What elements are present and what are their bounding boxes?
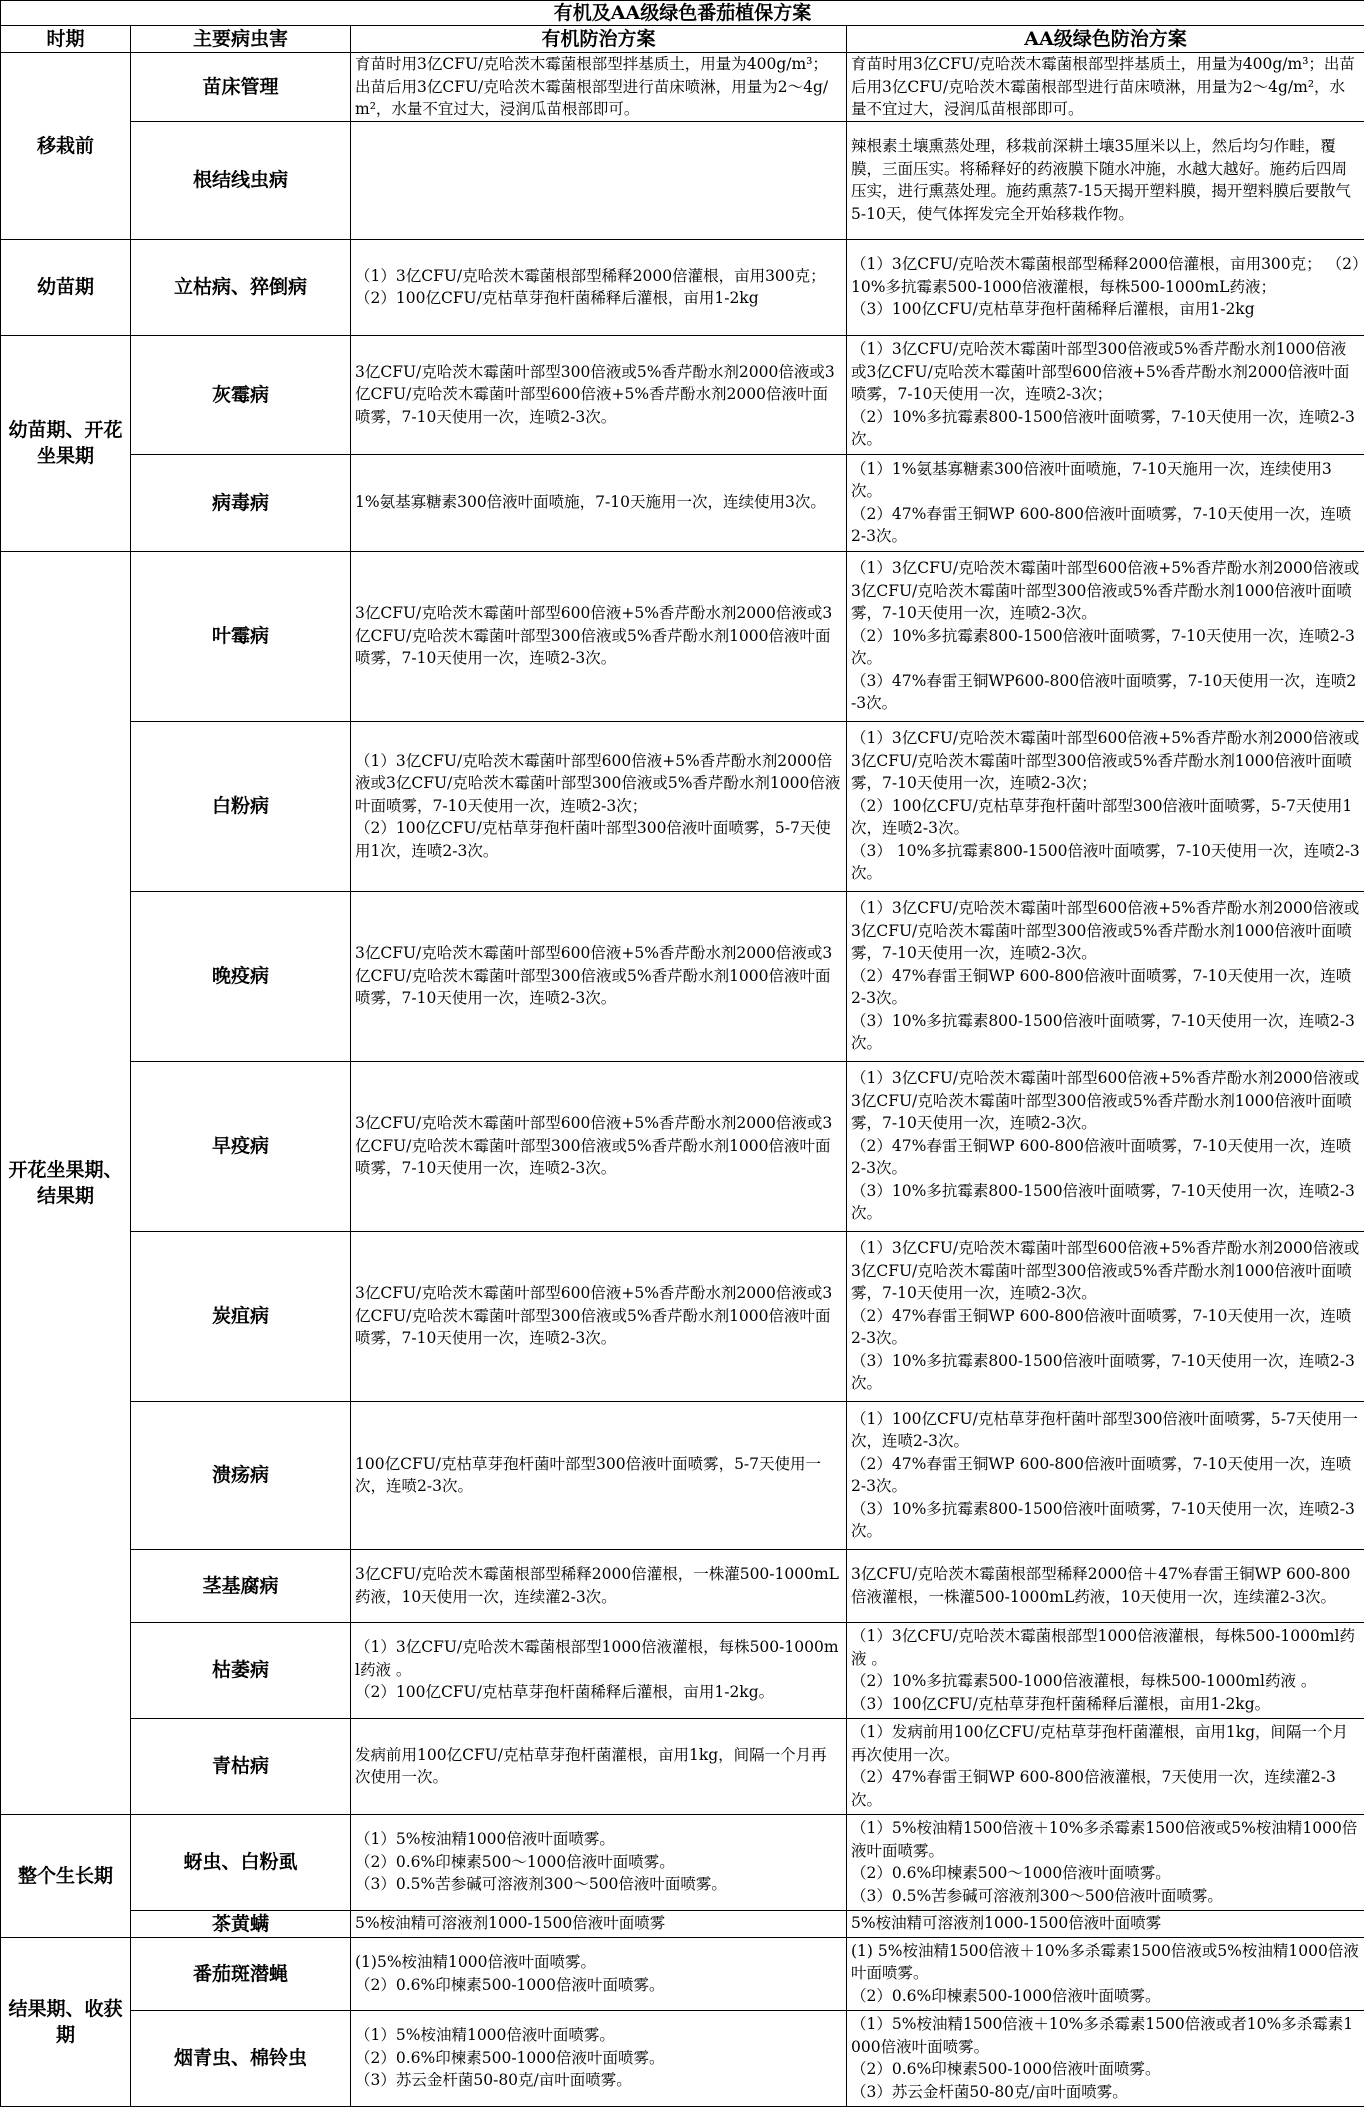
pest-cell: 枯萎病 [131, 1622, 351, 1718]
pest-cell: 番茄斑潜蝇 [131, 1937, 351, 2010]
header-green: AA级绿色防治方案 [847, 26, 1364, 53]
green-solution-cell: （1）3亿CFU/克哈茨木霉菌叶部型300倍液或5%香芹酚水剂1000倍液或3亿CFU/克哈茨木霉菌叶部型600倍液+5%香芹酚水剂2000倍液叶面喷雾，7-10天使用一次，连喷2-3次； （2）10%多抗霉素800-1500倍液叶面喷雾，7-10天使用一次，连喷2-3次。 [847, 335, 1364, 454]
header-period: 时期 [1, 26, 131, 53]
table-row [1, 1622, 1364, 1718]
green-solution-cell: 3亿CFU/克哈茨木霉菌根部型稀释2000倍＋47%春雷王铜WP 600-800倍液灌根，一株灌500-1000mL药液，10天使用一次，连续灌2-3次。 [847, 1549, 1364, 1622]
pest-cell: 根结线虫病 [131, 121, 351, 239]
pest-cell: 烟青虫、棉铃虫 [131, 2010, 351, 2106]
organic-solution-cell: 5%桉油精可溶液剂1000-1500倍液叶面喷雾 [351, 1910, 847, 1937]
green-solution-cell: （1）3亿CFU/克哈茨木霉菌叶部型600倍液+5%香芹酚水剂2000倍液或3亿CFU/克哈茨木霉菌叶部型300倍液或5%香芹酚水剂1000倍液叶面喷雾，7-10天使用一次，连喷2-3次。 （2）47%春雷王铜WP 600-800倍液叶面喷雾，7-10天使用一次，连喷2-3次。 （3）10%多抗霉素800-1500倍液叶面喷雾，7-10天使用一次，连喷2-3次。 [847, 1061, 1364, 1231]
table-row [1, 2010, 1364, 2106]
table-row [1, 1937, 1364, 2010]
header-organic: 有机防治方案 [351, 26, 847, 53]
header-row [1, 26, 1364, 53]
green-solution-cell: 5%桉油精可溶液剂1000-1500倍液叶面喷雾 [847, 1910, 1364, 1937]
table-row [1, 335, 1364, 454]
table-row [1, 721, 1364, 891]
organic-solution-cell [351, 121, 847, 239]
organic-solution-cell: (1)5%桉油精1000倍液叶面喷雾。 （2）0.6%印楝素500-1000倍液叶面喷雾。 [351, 1937, 847, 2010]
organic-solution-cell: 1%氨基寡糖素300倍液叶面喷施，7-10天施用一次，连续使用3次。 [351, 454, 847, 551]
green-solution-cell: 辣根素土壤熏蒸处理，移栽前深耕土壤35厘米以上，然后均匀作畦，覆膜，三面压实。将稀释好的药液膜下随水冲施，水越大越好。施药后四周压实，进行熏蒸处理。施药熏蒸7-15天揭开塑料膜，揭开塑料膜后要散气5-10天，使气体挥发完全开始移栽作物。 [847, 121, 1364, 239]
period-cell: 幼苗期、开花坐果期 [1, 335, 131, 551]
green-solution-cell: （1）5%桉油精1500倍液＋10%多杀霉素1500倍液或5%桉油精1000倍液叶面喷雾。 （2）0.6%印楝素500～1000倍液叶面喷雾。 （3）0.5%苦参碱可溶液剂300～500倍液叶面喷雾。 [847, 1814, 1364, 1910]
table-row [1, 1814, 1364, 1910]
table-row [1, 239, 1364, 335]
period-cell: 结果期、收获期 [1, 1937, 131, 2106]
table-row [1, 454, 1364, 551]
table-row [1, 121, 1364, 239]
period-cell: 幼苗期 [1, 239, 131, 335]
green-solution-cell: （1）3亿CFU/克哈茨木霉菌叶部型600倍液+5%香芹酚水剂2000倍液或3亿CFU/克哈茨木霉菌叶部型300倍液或5%香芹酚水剂1000倍液叶面喷雾，7-10天使用一次，连喷2-3次。 （2）10%多抗霉素800-1500倍液叶面喷雾，7-10天使用一次，连喷2-3次。 （3）47%春雷王铜WP600-800倍液叶面喷雾，7-10天使用一次，连喷2-3次。 [847, 551, 1364, 721]
organic-solution-cell: 3亿CFU/克哈茨木霉菌叶部型600倍液+5%香芹酚水剂2000倍液或3亿CFU/克哈茨木霉菌叶部型300倍液或5%香芹酚水剂1000倍液叶面喷雾，7-10天使用一次，连喷2-3次。 [351, 551, 847, 721]
table-row [1, 1231, 1364, 1401]
green-solution-cell: （1）5%桉油精1500倍液＋10%多杀霉素1500倍液或者10%多杀霉素1000倍液叶面喷雾。 （2）0.6%印楝素500-1000倍液叶面喷雾。 （3）苏云金杆菌50-80克/亩叶面喷雾。 [847, 2010, 1364, 2106]
organic-solution-cell: 育苗时用3亿CFU/克哈茨木霉菌根部型拌基质土，用量为400g/m³；出苗后用3亿CFU/克哈茨木霉菌根部型进行苗床喷淋，用量为2～4g/m²，水量不宜过大，浸润瓜苗根部即可。 [351, 53, 847, 122]
green-solution-cell: （1）3亿CFU/克哈茨木霉菌叶部型600倍液+5%香芹酚水剂2000倍液或3亿CFU/克哈茨木霉菌叶部型300倍液或5%香芹酚水剂1000倍液叶面喷雾，7-10天使用一次，连喷2-3次。 （2）47%春雷王铜WP 600-800倍液叶面喷雾，7-10天使用一次，连喷2-3次。 （3）10%多抗霉素800-1500倍液叶面喷雾，7-10天使用一次，连喷2-3次。 [847, 891, 1364, 1061]
period-cell: 移栽前 [1, 53, 131, 240]
pest-cell: 蚜虫、白粉虱 [131, 1814, 351, 1910]
table-row [1, 53, 1364, 122]
pest-cell: 茶黄螨 [131, 1910, 351, 1937]
table-row [1, 1549, 1364, 1622]
organic-solution-cell: 100亿CFU/克枯草芽孢杆菌叶部型300倍液叶面喷雾，5-7天使用一次，连喷2-3次。 [351, 1401, 847, 1549]
organic-solution-cell: 3亿CFU/克哈茨木霉菌叶部型600倍液+5%香芹酚水剂2000倍液或3亿CFU/克哈茨木霉菌叶部型300倍液或5%香芹酚水剂1000倍液叶面喷雾，7-10天使用一次，连喷2-3次。 [351, 1061, 847, 1231]
green-solution-cell: (1) 5%桉油精1500倍液＋10%多杀霉素1500倍液或5%桉油精1000倍液叶面喷雾。 （2）0.6%印楝素500-1000倍液叶面喷雾。 [847, 1937, 1364, 2010]
organic-solution-cell: （1）5%桉油精1000倍液叶面喷雾。 （2）0.6%印楝素500～1000倍液叶面喷雾。 （3）0.5%苦参碱可溶液剂300～500倍液叶面喷雾。 [351, 1814, 847, 1910]
pest-cell: 苗床管理 [131, 53, 351, 122]
organic-solution-cell: 3亿CFU/克哈茨木霉菌叶部型600倍液+5%香芹酚水剂2000倍液或3亿CFU/克哈茨木霉菌叶部型300倍液或5%香芹酚水剂1000倍液叶面喷雾，7-10天使用一次，连喷2-3次。 [351, 891, 847, 1061]
table-title: 有机及AA级绿色番茄植保方案 [1, 1, 1364, 26]
green-solution-cell: 育苗时用3亿CFU/克哈茨木霉菌根部型拌基质土，用量为400g/m³；出苗后用3亿CFU/克哈茨木霉菌根部型进行苗床喷淋，用量为2～4g/m²，水量不宜过大，浸润瓜苗根部即可。 [847, 53, 1364, 122]
pest-cell: 青枯病 [131, 1718, 351, 1814]
pest-cell: 晚疫病 [131, 891, 351, 1061]
table-row [1, 551, 1364, 721]
organic-solution-cell: （1）3亿CFU/克哈茨木霉菌根部型稀释2000倍灌根，亩用300克； （2）100亿CFU/克枯草芽孢杆菌稀释后灌根，亩用1-2kg [351, 239, 847, 335]
green-solution-cell: （1）100亿CFU/克枯草芽孢杆菌叶部型300倍液叶面喷雾，5-7天使用一次，连喷2-3次。 （2）47%春雷王铜WP 600-800倍液叶面喷雾，7-10天使用一次，连喷2-3次。 （3）10%多抗霉素800-1500倍液叶面喷雾，7-10天使用一次，连喷2-3次。 [847, 1401, 1364, 1549]
pest-cell: 立枯病、猝倒病 [131, 239, 351, 335]
organic-solution-cell: 3亿CFU/克哈茨木霉菌叶部型300倍液或5%香芹酚水剂2000倍液或3亿CFU/克哈茨木霉菌叶部型600倍液+5%香芹酚水剂2000倍液叶面喷雾，7-10天使用一次，连喷2-3次。 [351, 335, 847, 454]
green-solution-cell: （1）3亿CFU/克哈茨木霉菌根部型1000倍液灌根，每株500-1000ml药液 。 （2）10%多抗霉素500-1000倍液灌根，每株500-1000ml药液 。 （3）100亿CFU/克枯草芽孢杆菌稀释后灌根，亩用1-2kg。 [847, 1622, 1364, 1718]
green-solution-cell: （1）发病前用100亿CFU/克枯草芽孢杆菌灌根，亩用1kg，间隔一个月再次使用一次。 （2）47%春雷王铜WP 600-800倍液灌根，7天使用一次，连续灌2-3次。 [847, 1718, 1364, 1814]
table-row [1, 1061, 1364, 1231]
green-solution-cell: （1）3亿CFU/克哈茨木霉菌叶部型600倍液+5%香芹酚水剂2000倍液或3亿CFU/克哈茨木霉菌叶部型300倍液或5%香芹酚水剂1000倍液叶面喷雾，7-10天使用一次，连喷2-3次； （2）100亿CFU/克枯草芽孢杆菌叶部型300倍液叶面喷雾，5-7天使用1次，连喷2-3次。 （3） 10%多抗霉素800-1500倍液叶面喷雾，7-10天使用一次，连喷2-3次。 [847, 721, 1364, 891]
organic-solution-cell: （1）5%桉油精1000倍液叶面喷雾。 （2）0.6%印楝素500-1000倍液叶面喷雾。 （3）苏云金杆菌50-80克/亩叶面喷雾。 [351, 2010, 847, 2106]
pest-cell: 白粉病 [131, 721, 351, 891]
header-pest: 主要病虫害 [131, 26, 351, 53]
organic-solution-cell: 3亿CFU/克哈茨木霉菌叶部型600倍液+5%香芹酚水剂2000倍液或3亿CFU/克哈茨木霉菌叶部型300倍液或5%香芹酚水剂1000倍液叶面喷雾，7-10天使用一次，连喷2-3次。 [351, 1231, 847, 1401]
green-solution-cell: （1）3亿CFU/克哈茨木霉菌根部型稀释2000倍灌根，亩用300克； （2）10%多抗霉素500-1000倍液灌根，每株500-1000mL药液； （3）100亿CFU/克枯草芽孢杆菌稀释后灌根，亩用1-2kg [847, 239, 1364, 335]
organic-solution-cell: （1）3亿CFU/克哈茨木霉菌叶部型600倍液+5%香芹酚水剂2000倍液或3亿CFU/克哈茨木霉菌叶部型300倍液或5%香芹酚水剂1000倍液叶面喷雾，7-10天使用一次，连喷2-3次； （2）100亿CFU/克枯草芽孢杆菌叶部型300倍液叶面喷雾，5-7天使用1次，连喷2-3次。 [351, 721, 847, 891]
green-solution-cell: （1）1%氨基寡糖素300倍液叶面喷施，7-10天施用一次，连续使用3次。 （2）47%春雷王铜WP 600-800倍液叶面喷雾，7-10天使用一次，连喷2-3次。 [847, 454, 1364, 551]
organic-solution-cell: 3亿CFU/克哈茨木霉菌根部型稀释2000倍灌根，一株灌500-1000mL药液，10天使用一次，连续灌2-3次。 [351, 1549, 847, 1622]
title-row [1, 1, 1364, 26]
period-cell: 开花坐果期、结果期 [1, 551, 131, 1814]
pest-cell: 溃疡病 [131, 1401, 351, 1549]
organic-solution-cell: 发病前用100亿CFU/克枯草芽孢杆菌灌根，亩用1kg，间隔一个月再次使用一次。 [351, 1718, 847, 1814]
pest-cell: 病毒病 [131, 454, 351, 551]
period-cell: 整个生长期 [1, 1814, 131, 1937]
organic-solution-cell: （1）3亿CFU/克哈茨木霉菌根部型1000倍液灌根，每株500-1000ml药液 。 （2）100亿CFU/克枯草芽孢杆菌稀释后灌根，亩用1-2kg。 [351, 1622, 847, 1718]
table-row [1, 1401, 1364, 1549]
pest-cell: 早疫病 [131, 1061, 351, 1231]
pest-cell: 叶霉病 [131, 551, 351, 721]
table-row [1, 1910, 1364, 1937]
table-row [1, 891, 1364, 1061]
green-solution-cell: （1）3亿CFU/克哈茨木霉菌叶部型600倍液+5%香芹酚水剂2000倍液或3亿CFU/克哈茨木霉菌叶部型300倍液或5%香芹酚水剂1000倍液叶面喷雾，7-10天使用一次，连喷2-3次。 （2）47%春雷王铜WP 600-800倍液叶面喷雾，7-10天使用一次，连喷2-3次。 （3）10%多抗霉素800-1500倍液叶面喷雾，7-10天使用一次，连喷2-3次。 [847, 1231, 1364, 1401]
table-row [1, 1718, 1364, 1814]
pest-cell: 灰霉病 [131, 335, 351, 454]
pest-cell: 炭疽病 [131, 1231, 351, 1401]
pest-cell: 茎基腐病 [131, 1549, 351, 1622]
